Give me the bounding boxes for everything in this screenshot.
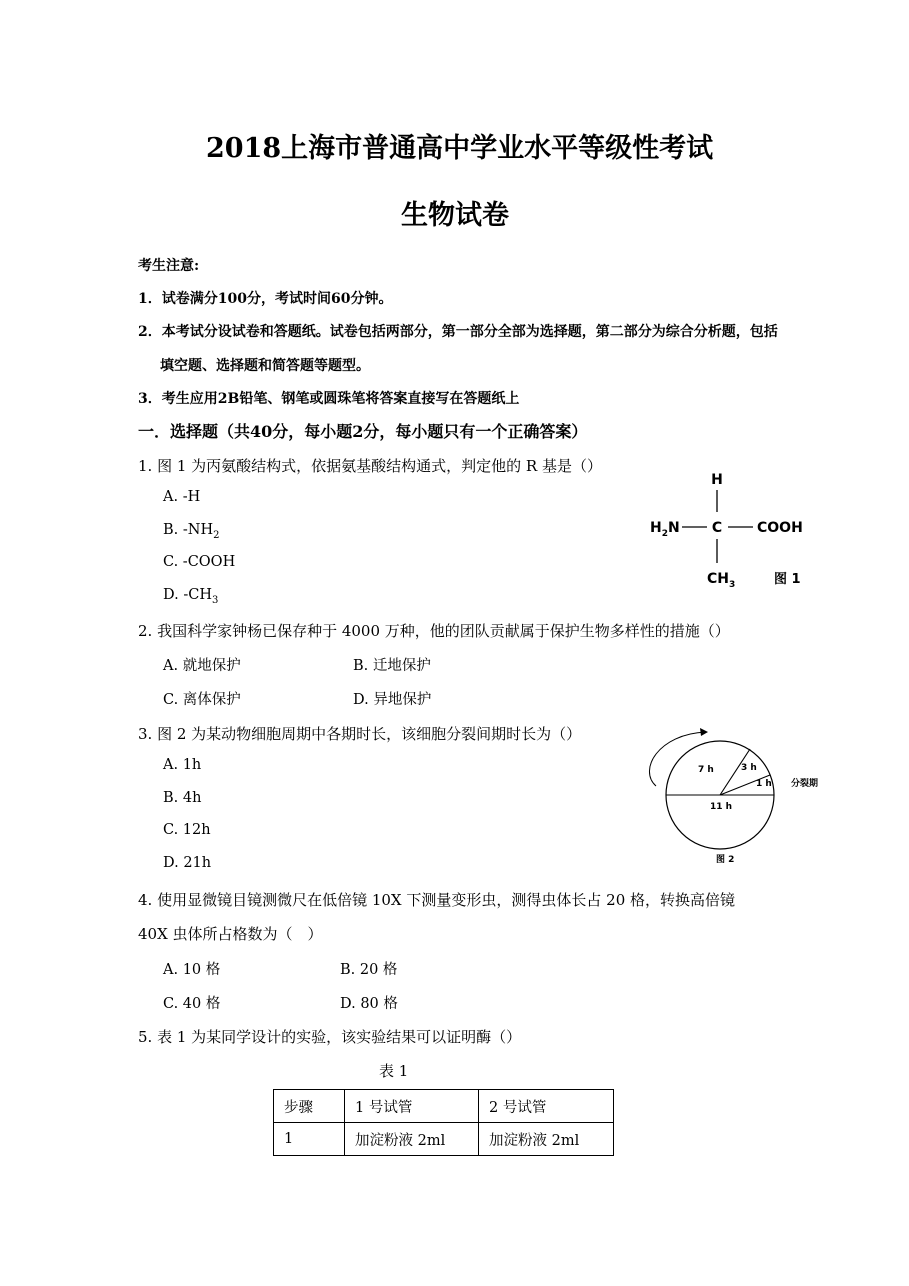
subscript: 2 — [213, 529, 220, 541]
table-header-row — [274, 1090, 614, 1123]
table-cell: 1 — [274, 1123, 345, 1156]
exam-title: 2018上海市普通高中学业水平等级性考试 — [206, 133, 714, 164]
notice-item-2-cont: 填空题、选择题和简答题等题型。 — [160, 358, 370, 374]
fig1-right-group: COOH — [757, 520, 803, 536]
question-1-option-c: C. -COOH — [163, 554, 236, 570]
question-1-option-a: A. -H — [163, 489, 201, 505]
question-4-option-b: B. 20 格 — [340, 962, 398, 978]
question-1-option-d — [163, 587, 218, 606]
question-1-option-b — [163, 522, 219, 541]
table-1-caption: 表 1 — [379, 1062, 409, 1080]
figure-1-alanine-structure — [640, 468, 820, 593]
table-cell: 加淀粉液 2ml — [345, 1123, 479, 1156]
question-2-option-c: C. 离体保护 — [163, 692, 241, 708]
question-3-option-b: B. 4h — [163, 790, 202, 806]
table-row — [274, 1123, 614, 1156]
question-2-stem: 2. 我国科学家钟杨已保存种于 4000 万种，他的团队贡献属于保护生物多样性的措施（） — [138, 622, 730, 640]
question-4-option-c: C. 40 格 — [163, 996, 221, 1012]
section-title: 一．选择题（共40分，每小题2分，每小题只有一个正确答案） — [138, 422, 588, 441]
table-1 — [273, 1089, 614, 1156]
table-header-cell: 2 号试管 — [479, 1090, 614, 1123]
question-4-option-a: A. 10 格 — [163, 962, 221, 978]
table-header-cell: 步骤 — [274, 1090, 345, 1123]
question-1-stem: 1. 图 1 为丙氨酸结构式，依据氨基酸结构通式，判定他的 R 基是（） — [138, 457, 602, 475]
fig2-label-3h: 3 h — [741, 763, 757, 773]
fig2-label-7h: 7 h — [698, 765, 714, 775]
notice-heading: 考生注意: — [138, 258, 200, 274]
fig2-label-11h: 11 h — [710, 802, 733, 812]
fig1-caption: 图 1 — [774, 572, 801, 587]
fig2-label-1h: 1 h — [756, 779, 772, 789]
question-3-option-c: C. 12h — [163, 822, 211, 838]
notice-item-3: 3．考生应用2B铅笔、钢笔或圆珠笔将答案直接写在答题纸上 — [138, 391, 520, 407]
option-text: B. -NH — [163, 522, 214, 538]
fig1-bottom-group: $CH_3$ — [707, 571, 736, 590]
question-3-option-d: D. 21h — [163, 855, 212, 871]
question-2-option-b: B. 迁地保护 — [353, 658, 431, 674]
table-header-cell: 1 号试管 — [345, 1090, 479, 1123]
exam-subtitle: 生物试卷 — [401, 200, 509, 231]
fig2-side-label: 分裂期 — [791, 779, 819, 789]
question-4-option-d: D. 80 格 — [340, 996, 398, 1012]
fig1-center-c: C — [711, 520, 723, 536]
notice-item-2: 2．本考试分设试卷和答题纸。试卷包括两部分，第一部分全部为选择题，第二部分为综合分析题，包括 — [138, 324, 778, 340]
question-4-stem-line1: 4. 使用显微镜目镜测微尺在低倍镜 10X 下测量变形虫，测得虫体长占 20 格，转换高倍镜 — [138, 891, 736, 909]
question-4-stem-line2: 40X 虫体所占格数为（ ） — [138, 925, 323, 943]
table-cell: 加淀粉液 2ml — [479, 1123, 614, 1156]
notice-item-1: 1．试卷满分100分，考试时间60分钟。 — [138, 291, 393, 307]
question-3-option-a: A. 1h — [163, 757, 202, 773]
option-text: D. -CH — [163, 587, 212, 603]
figure-2-cell-cycle-diagram — [636, 722, 836, 867]
fig2-caption: 图 2 — [716, 855, 735, 865]
fig1-top-h: H — [711, 472, 723, 488]
subscript: 3 — [211, 594, 219, 606]
question-3-stem: 3. 图 2 为某动物细胞周期中各期时长，该细胞分裂间期时长为（） — [138, 725, 582, 743]
question-2-option-d: D. 异地保护 — [353, 692, 432, 708]
question-2-option-a: A. 就地保护 — [163, 658, 241, 674]
fig2-cycle-arrow — [649, 732, 706, 786]
question-5-stem: 5. 表 1 为某同学设计的实验，该实验结果可以证明酶（） — [138, 1028, 522, 1046]
fig1-left-group: $H_2N$ — [650, 520, 680, 539]
fig2-arrow-head — [700, 728, 708, 736]
